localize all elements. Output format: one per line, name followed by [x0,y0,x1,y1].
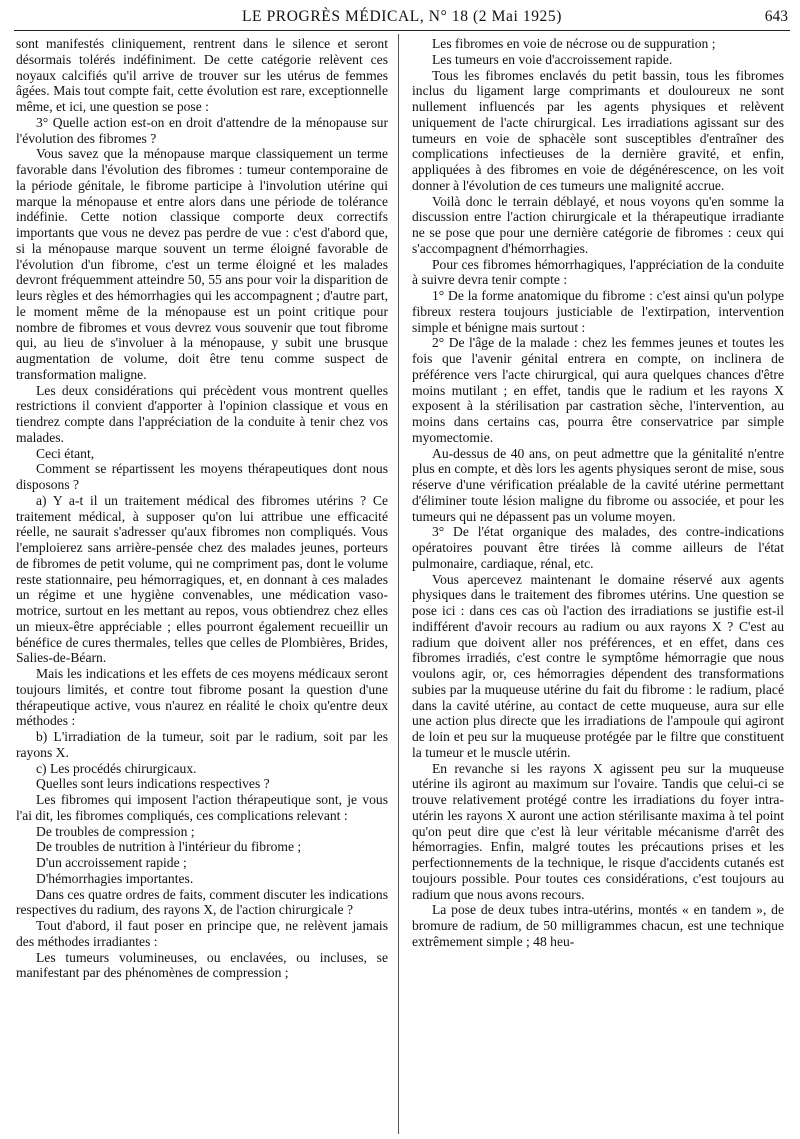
running-header [14,6,790,31]
paragraph: Vous apercevez maintenant le domaine réservé aux agents physiques dans le traitement des fibromes utérins. Une question se pose ici : dans ces cas où l'action des irradiations se justifie est-il indifférent d'avoir recours au radium ou aux rayons X ? C'est au radium que doivent aller nos préférences, et en effet, dans ces fibromes irradiés, c'est contre le symptôme hémorragie que nous voulons agir, or, ces hémorragies dépendent des transformations subies par la muqueuse utérine du fait du fibrome : le radium, placé dans la cavité utérine, au contact de cette muqueuse, aura sur elle une action plus directe que les irradiations de l'ampoule qui agiront de loin et peu sur la muqueuse protégée par le filtre que constituent la tumeur et le muscle utérin. [412,571,784,760]
paragraph: D'un accroissement rapide ; [36,855,187,870]
paragraph: De troubles de compression ; [36,823,195,839]
paragraph: Les tumeurs volumineuses, ou enclavées, ou incluses, se manifestant par des phénomènes de compression ; [16,949,388,981]
page-number: 643 [764,8,788,25]
paragraph: 2° De l'âge de la malade : chez les femmes jeunes et toutes les fois que l'avenir génital entrera en compte, on inclinera de préférence vers l'acte chirurgical, qui aura quelques chances d'être moins mutilant ; en effet, tandis que le radium et les rayons X exposent à la stérilisation par castration sèche, l'intervention, au moins dans certains cas, pourra être conservatrice par simple myomectomie. [412,335,784,445]
right-text-column [412,36,784,950]
paragraph: Comment se répartissent les moyens thérapeutiques dont nous disposons ? [16,461,388,492]
paragraph: Dans ces quatre ordres de faits, comment discuter les indications respectives du radium, des rayons X, de l'action chirurgicale ? [16,886,388,918]
running-title: LE PROGRÈS MÉDICAL, N° 18 (2 Mai 1925) [241,8,563,25]
paragraph: Au-dessus de 40 ans, on peut admettre que la génitalité n'entre plus en compte, et dès lors les agents physiques seront de mise, sous réserve d'une vérification préalable de la cavité utérine permettant d'éliminer toute lésion maligne du fibrome ou associée, et pour les tumeurs qui ne dépassent pas un volume moyen. [412,445,784,524]
paragraph: Voilà donc le terrain déblayé, et nous voyons qu'en somme la discussion entre l'action chirurgicale et la thérapeutique irradiante ne se pose que pour une dernière catégorie de fibromes : ceux qui s'accompagnent d'hémorrhagies. [412,193,784,256]
paragraph: Ceci étant, [36,445,95,461]
column-divider [398,34,399,1134]
paragraph: Les tumeurs en voie d'accroissement rapide. [432,51,673,67]
paragraph: 3° De l'état organique des malades, des contre-indications opératoires pouvant être tirées là comme ailleurs de l'état pulmonaire, cardiaque, rénal, etc. [412,524,784,571]
paragraph: sont manifestés cliniquement, rentrent dans le silence et seront désormais tolérés indéfiniment. De cette catégorie relèvent ces noyaux calcifiés qu'il arrive de trouver sur les utérus de femmes âgées. Mais tout compte fait, cette évolution est rare, exceptionnelle même, et ici, une question se pose : [16,36,388,114]
paragraph: De troubles de nutrition à l'intérieur du fibrome ; [36,839,302,855]
paragraph: Les fibromes en voie de nécrose ou de suppuration ; [432,36,716,51]
paragraph: Les deux considérations qui précèdent vous montrent quelles restrictions il convient d'apporter à l'opinion classique et vous en tiendrez compte dans l'appréciation de la conduite à tenir chez vos malades. [16,382,388,445]
paragraph: Vous savez que la ménopause marque classiquement un terme favorable dans l'évolution des fibromes : tumeur contemporaine de la période génitale, le fibrome participe à l'involution utérine qui marque la ménopause et entre alors dans une période de tolérance indéfinie. Cette notion classique comporte deux correctifs importants que vous ne devez pas perdre de vue : c'est d'abord que, si la ménopause marque souvent un terme éloigné favorable de l'évolution d'un fibrome, c'est un terme éloigné et les malades devront fréquemment atteindre 50, 55 ans pour voir la disparition de leurs règles et des hémorrhagies qui les accompagnent ; d'autre part, le moment même de la ménopause est un point critique pour nombre de fibromes et vous devrez vous souvenir que tout fibrome qui, au lieu de s'involuer à la ménopause, y subit une brusque augmentation de volume, doit être tenu comme suspect de transformation maligne. [16,146,388,382]
paragraph: a) Y a-t il un traitement médical des fibromes utérins ? Ce traitement médical, à supposer qu'on lui attribue une efficacité réelle, ne saurait s'adresser qu'aux fibromes non compliqués. Vous l'emploierez sans arrière-pensée chez des malades jeunes, porteurs de fibromes de petit volume, qui ne compriment pas, dont le volume reste stationnaire, peu hémorragiques, et, en donnant à ces malades un régime et une hygiène convenables, une médication vaso-motrice, surtout en les mettant au repos, vous obtiendrez chez elles un mieux-être appréciable ; elles pourront également recueillir un bénéfice de cures thermales, telles que celles de Plombières, Brides, Salies-de-Béarn. [16,492,388,666]
paragraph: D'hémorrhagies importantes. [36,870,194,886]
paragraph: Les fibromes qui imposent l'action thérapeutique sont, je vous l'ai dit, les fibromes compliqués, ces complications relevant : [16,792,388,823]
paragraph: Tous les fibromes enclavés du petit bassin, tous les fibromes inclus du ligament large comprimants et douloureux ne sont nullement influencés par les agents physiques et relèvent uniquement de l'acte chirurgical. Les irradiations agissant sur des tumeurs en voie de sphacèle sont susceptibles d'entraîner des complications infectieuses de la dernière gravité, et enfin, appliquées à des fibromes en voie de dégénérescence, on les voit donner à l'évolution de ces tumeurs une malignité accrue. [412,67,784,193]
paragraph: Tout d'abord, il faut poser en principe que, ne relèvent jamais des méthodes irradiantes : [16,918,388,949]
paragraph: La pose de deux tubes intra-utérins, montés « en tandem », de bromure de radium, de 50 milligrammes chacun, est une technique extrêmement simple ; 48 heu- [412,902,784,949]
paragraph: 1° De la forme anatomique du fibrome : c'est ainsi qu'un polype fibreux restera toujours justiciable de l'extirpation, intervention simple et bénigne mais surtout : [412,288,784,335]
paragraph: b) L'irradiation de la tumeur, soit par le radium, soit par les rayons X. [16,729,388,760]
paragraph: Mais les indications et les effets de ces moyens médicaux seront toujours limités, et contre tout fibrome posant la question d'une thérapeutique active, vous n'aurez en réalité le choix qu'entre deux méthodes : [16,666,388,729]
paragraph: Pour ces fibromes hémorrhagiques, l'appréciation de la conduite à suivre devra tenir compte : [412,256,784,288]
paragraph: 3° Quelle action est-on en droit d'attendre de la ménopause sur l'évolution des fibromes ? [16,114,388,146]
paragraph: Quelles sont leurs indications respectives ? [36,776,270,792]
left-text-column [16,36,388,981]
paragraph: En revanche si les rayons X agissent peu sur la muqueuse utérine ils agiront au maximum sur l'ovaire. Tandis que celui-ci se trouve relativement protégé contre les irradiations du foyer intra-utérin les rayons X auront une action stérilisante maxima à tel point qu'on peut dire que c'est là leur véritable mécanisme d'arrêt des hémorragies. Enfin, malgré toutes les précautions prises et les perfectionnements de la technique, le risque d'accidents cutanés est toujours possible. Pour toutes ces considérations, c'est toujours au radium que nous avons recours. [412,760,784,902]
paragraph: c) Les procédés chirurgicaux. [36,760,197,776]
